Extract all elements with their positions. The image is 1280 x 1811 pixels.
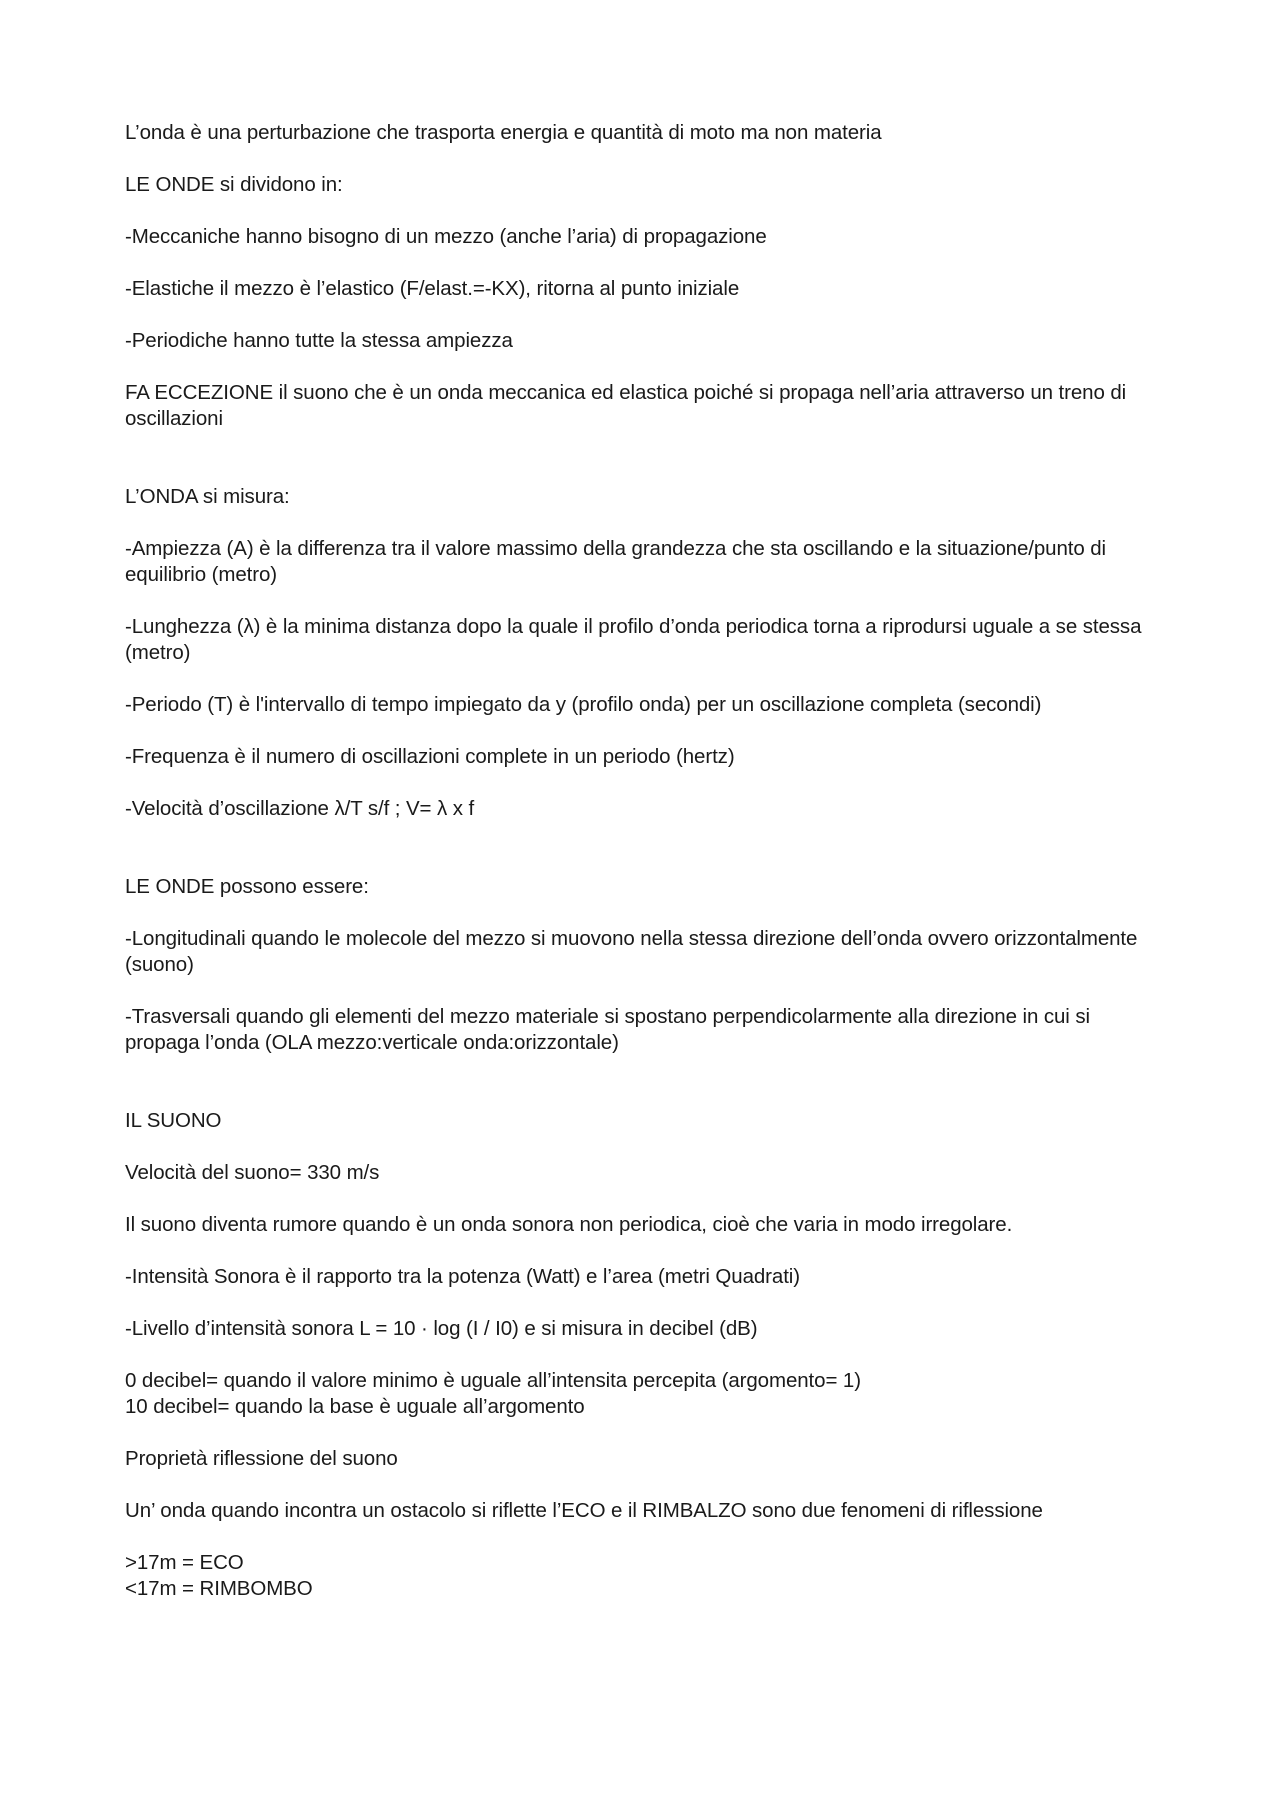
- list-item-intensita: -Intensità Sonora è il rapporto tra la potenza (Watt) e l’area (metri Quadrati): [125, 1265, 800, 1288]
- list-item-elastiche: -Elastiche il mezzo è l’elastico (F/elast.=-KX), ritorna al punto iniziale: [125, 277, 740, 300]
- speed-of-sound: Velocità del suono= 330 m/s: [125, 1161, 380, 1184]
- exception-paragraph: FA ECCEZIONE il suono che è un onda meccanica ed elastica poiché si propaga nell’aria attraverso un treno di oscillazioni: [125, 381, 1127, 430]
- spacer: [125, 848, 1165, 874]
- list-item-trasversali: -Trasversali quando gli elementi del mezzo materiale si spostano perpendicolarmente alla direzione in cui si propaga l’onda (OLA mezzo:verticale onda:orizzontale): [125, 1005, 1090, 1054]
- document-page: [125, 120, 1165, 1628]
- reflection-paragraph: Un’ onda quando incontra un ostacolo si riflette l’ECO e il RIMBALZO sono due fenomeni di riflessione: [125, 1499, 1043, 1522]
- spacer: [125, 1082, 1165, 1108]
- decibel-lines: 0 decibel= quando il valore minimo è uguale all’intensita percepita (argomento= 1) 10 decibel= quando la base è uguale all’argomento: [125, 1369, 861, 1418]
- spacer: [125, 458, 1165, 484]
- list-item-periodiche: -Periodiche hanno tutte la stessa ampiezza: [125, 329, 513, 352]
- section-heading-measure: L’ONDA si misura:: [125, 485, 290, 508]
- section-heading-kinds: LE ONDE possono essere:: [125, 875, 369, 898]
- noise-paragraph: Il suono diventa rumore quando è un onda sonora non periodica, cioè che varia in modo irregolare.: [125, 1213, 1013, 1236]
- intro-paragraph: L’onda è una perturbazione che trasporta energia e quantità di moto ma non materia: [125, 121, 882, 144]
- list-item-frequenza: -Frequenza è il numero di oscillazioni complete in un periodo (hertz): [125, 745, 735, 768]
- list-item-ampiezza: -Ampiezza (A) è la differenza tra il valore massimo della grandezza che sta oscillando e la situazione/punto di equilibrio (metro): [125, 537, 1107, 586]
- section-heading-types: LE ONDE si dividono in:: [125, 173, 343, 196]
- list-item-lunghezza: -Lunghezza (λ) è la minima distanza dopo la quale il profilo d’onda periodica torna a riprodursi uguale a se stessa (metro): [125, 615, 1142, 664]
- echo-lines: >17m = ECO <17m = RIMBOMBO: [125, 1551, 313, 1600]
- list-item-livello: -Livello d’intensità sonora L = 10 · log (I / I0) e si misura in decibel (dB): [125, 1317, 758, 1340]
- list-item-longitudinali: -Longitudinali quando le molecole del mezzo si muovono nella stessa direzione dell’onda ovvero orizzontalmente (suono): [125, 927, 1138, 976]
- section-heading-riflessione: Proprietà riflessione del suono: [125, 1447, 398, 1470]
- list-item-meccaniche: -Meccaniche hanno bisogno di un mezzo (anche l’aria) di propagazione: [125, 225, 767, 248]
- list-item-velocita: -Velocità d’oscillazione λ/T s/f ; V= λ x f: [125, 797, 475, 820]
- list-item-periodo: -Periodo (T) è l'intervallo di tempo impiegato da y (profilo onda) per un oscillazione completa (secondi): [125, 693, 1042, 716]
- section-heading-suono: IL SUONO: [125, 1109, 222, 1132]
